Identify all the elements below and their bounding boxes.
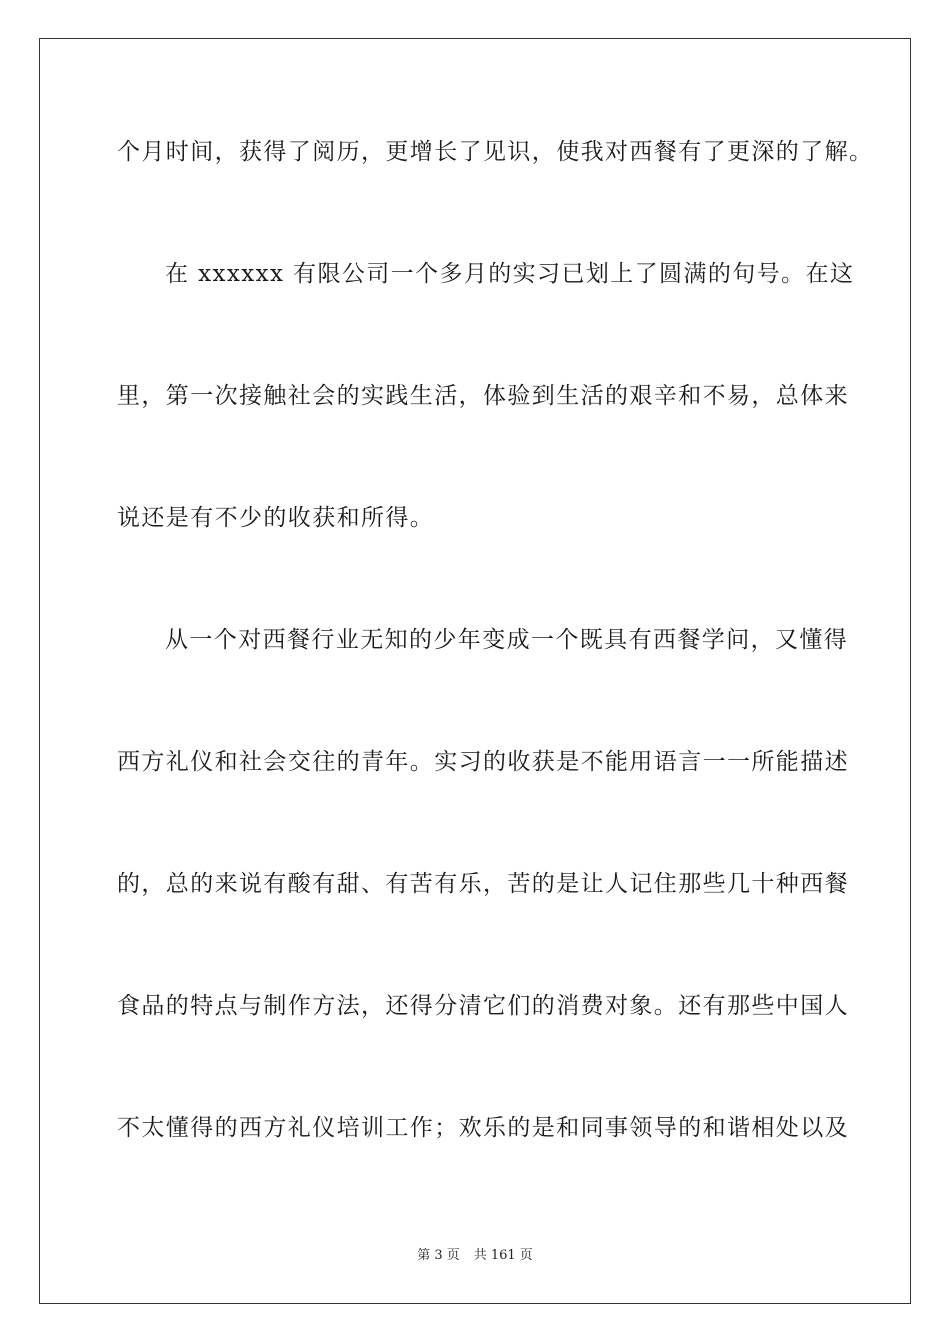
page-number: 第 3 页: [417, 1248, 460, 1263]
page-total: 共 161 页: [473, 1248, 533, 1263]
text-line-6: 西方礼仪和社会交往的青年。实习的收获是不能用语言一一所能描述: [117, 749, 849, 775]
text-line-3: 里，第一次接触社会的实践生活，体验到生活的艰辛和不易，总体来: [117, 383, 849, 409]
text-line-8: 食品的特点与制作方法，还得分清它们的消费对象。还有那些中国人: [117, 993, 849, 1019]
text-line-9: 不太懂得的西方礼仪培训工作；欢乐的是和同事领导的和谐相处以及: [117, 1115, 849, 1141]
text-line-2: 在 xxxxxx 有限公司一个多月的实习已划上了圆满的句号。在这: [165, 261, 855, 287]
text-line-4: 说还是有不少的收获和所得。: [117, 505, 435, 531]
text-line-1: 个月时间，获得了阅历，更增长了见识，使我对西餐有了更深的了解。: [117, 139, 874, 165]
text-line-5: 从一个对西餐行业无知的少年变成一个既具有西餐学问，又懂得: [165, 627, 849, 653]
text-line-7: 的，总的来说有酸有甜、有苦有乐，苦的是让人记住那些几十种西餐: [117, 871, 849, 897]
page-footer: [0, 1247, 950, 1265]
